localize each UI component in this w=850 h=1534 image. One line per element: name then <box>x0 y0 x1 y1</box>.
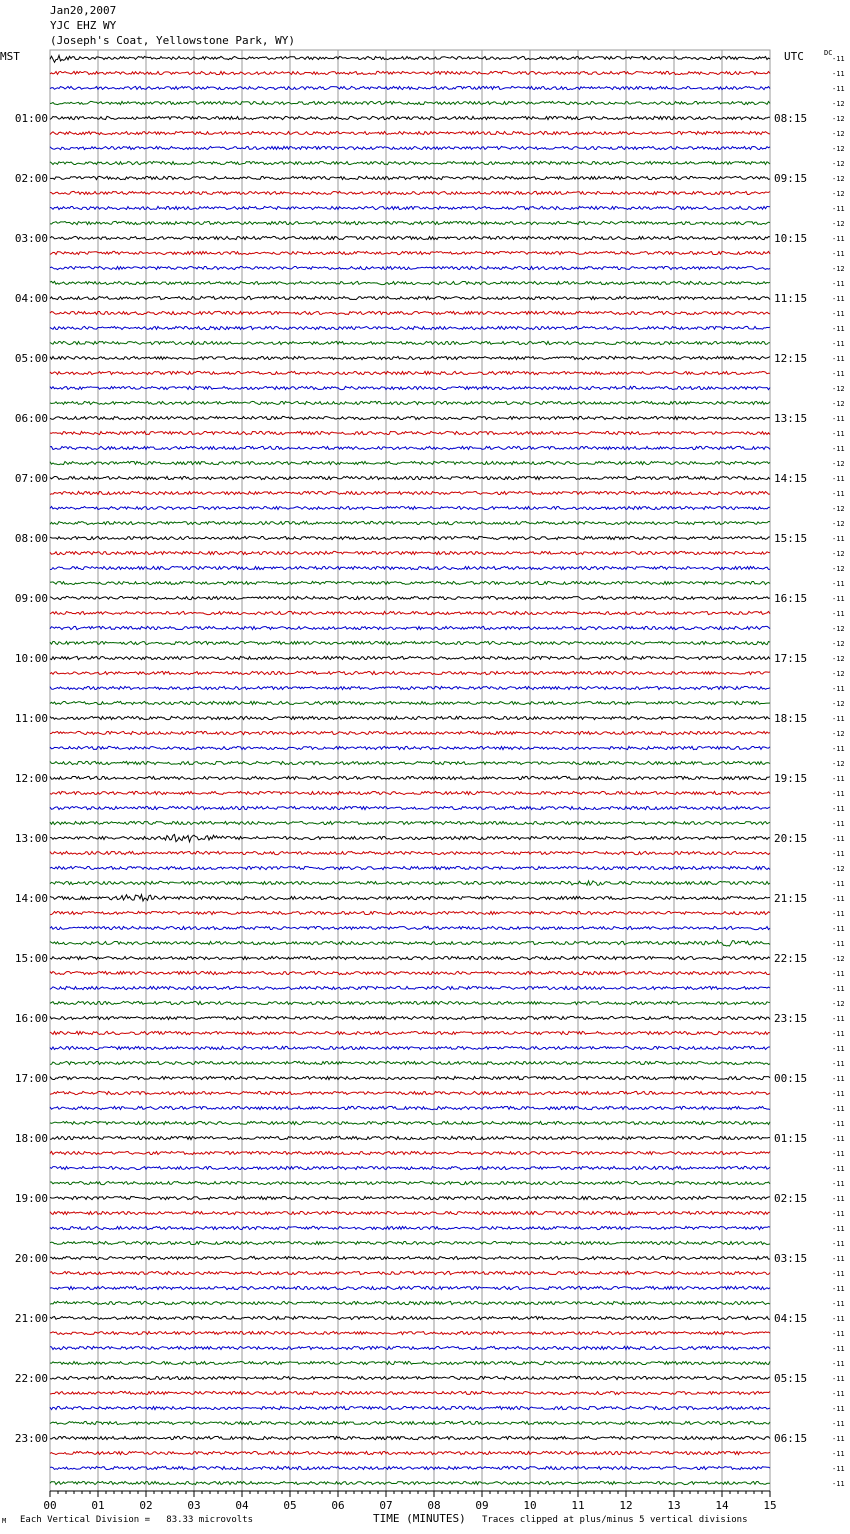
dc-offset-72: -11 <box>832 1135 845 1143</box>
trace-69 <box>50 1091 770 1094</box>
trace-75 <box>50 1181 770 1184</box>
trace-60 <box>50 956 770 959</box>
x-tick-label-05: 05 <box>283 1499 297 1512</box>
dc-offset-52: -11 <box>832 835 845 843</box>
dc-offset-19: -11 <box>832 340 845 348</box>
trace-56 <box>50 895 770 901</box>
mst-label-4: 04:00 <box>14 292 48 305</box>
trace-39 <box>50 641 770 644</box>
mst-label-20: 20:00 <box>14 1252 48 1265</box>
trace-25 <box>50 431 770 434</box>
trace-9 <box>50 191 770 194</box>
dc-offset-63: -12 <box>832 1000 845 1008</box>
trace-50 <box>50 806 770 809</box>
dc-offset-77: -11 <box>832 1210 845 1218</box>
footer-mark: M <box>2 1517 7 1525</box>
trace-81 <box>50 1271 770 1274</box>
dc-offset-29: -11 <box>832 490 845 498</box>
dc-offset-71: -11 <box>832 1120 845 1128</box>
x-tick-label-11: 11 <box>571 1499 585 1512</box>
trace-32 <box>50 536 770 539</box>
trace-77 <box>50 1211 770 1214</box>
chart-station: YJC EHZ WY <box>50 19 117 32</box>
mst-label-19: 19:00 <box>14 1192 48 1205</box>
trace-21 <box>50 371 770 374</box>
dc-offset-23: -12 <box>832 400 845 408</box>
trace-17 <box>50 311 770 314</box>
dc-offset-68: -11 <box>832 1075 845 1083</box>
dc-offset-65: -11 <box>832 1030 845 1038</box>
dc-offset-44: -11 <box>832 715 845 723</box>
utc-label-13: 20:15 <box>774 832 808 845</box>
x-tick-label-15: 15 <box>763 1499 777 1512</box>
trace-62 <box>50 986 770 989</box>
dc-offset-13: -11 <box>832 250 845 258</box>
dc-offset-86: -11 <box>832 1345 845 1353</box>
dc-offset-20: -11 <box>832 355 845 363</box>
dc-offset-10: -11 <box>832 205 845 213</box>
trace-29 <box>50 491 770 494</box>
dc-header: DC <box>824 49 833 57</box>
utc-label-20: 03:15 <box>774 1252 808 1265</box>
mst-label-18: 18:00 <box>14 1132 48 1145</box>
trace-43 <box>50 701 770 704</box>
dc-offset-94: -11 <box>832 1465 845 1473</box>
dc-offset-76: -11 <box>832 1195 845 1203</box>
dc-offset-61: -11 <box>832 970 845 978</box>
trace-90 <box>50 1406 770 1409</box>
dc-offset-81: -11 <box>832 1270 845 1278</box>
trace-41 <box>50 671 770 674</box>
utc-label-21: 04:15 <box>774 1312 808 1325</box>
dc-offset-7: -12 <box>832 160 845 168</box>
trace-79 <box>50 1241 770 1244</box>
trace-84 <box>50 1316 770 1319</box>
mst-label-21: 21:00 <box>14 1312 48 1325</box>
trace-86 <box>50 1346 770 1349</box>
trace-10 <box>50 206 770 209</box>
dc-offset-56: -11 <box>832 895 845 903</box>
trace-20 <box>50 356 770 359</box>
mst-label-9: 09:00 <box>14 592 48 605</box>
dc-offset-55: -11 <box>832 880 845 888</box>
x-tick-label-13: 13 <box>667 1499 681 1512</box>
trace-48 <box>50 776 770 779</box>
dc-offset-70: -11 <box>832 1105 845 1113</box>
utc-label-12: 19:15 <box>774 772 808 785</box>
dc-offset-46: -11 <box>832 745 845 753</box>
dc-offset-21: -11 <box>832 370 845 378</box>
dc-offset-11: -12 <box>832 220 845 228</box>
dc-offset-80: -11 <box>832 1255 845 1263</box>
x-tick-label-02: 02 <box>139 1499 153 1512</box>
trace-16 <box>50 296 770 299</box>
dc-offset-18: -11 <box>832 325 845 333</box>
trace-12 <box>50 236 770 239</box>
mst-label-11: 11:00 <box>14 712 48 725</box>
trace-2 <box>50 86 770 89</box>
dc-offset-74: -11 <box>832 1165 845 1173</box>
mst-label-7: 07:00 <box>14 472 48 485</box>
dc-offset-67: -11 <box>832 1060 845 1068</box>
dc-offset-79: -11 <box>832 1240 845 1248</box>
trace-55 <box>50 881 770 885</box>
dc-offset-42: -11 <box>832 685 845 693</box>
trace-45 <box>50 731 770 734</box>
mst-label-17: 17:00 <box>14 1072 48 1085</box>
dc-offset-35: -11 <box>832 580 845 588</box>
trace-93 <box>50 1451 770 1454</box>
trace-58 <box>50 926 770 929</box>
trace-24 <box>50 416 770 419</box>
dc-offset-87: -11 <box>832 1360 845 1368</box>
dc-offset-32: -11 <box>832 535 845 543</box>
dc-offset-43: -12 <box>832 700 845 708</box>
trace-68 <box>50 1076 770 1079</box>
trace-36 <box>50 596 770 599</box>
x-tick-label-03: 03 <box>187 1499 201 1512</box>
x-tick-label-10: 10 <box>523 1499 537 1512</box>
x-tick-label-08: 08 <box>427 1499 441 1512</box>
trace-85 <box>50 1331 770 1334</box>
dc-offset-47: -12 <box>832 760 845 768</box>
dc-offset-90: -11 <box>832 1405 845 1413</box>
trace-30 <box>50 506 770 509</box>
utc-label-10: 17:15 <box>774 652 808 665</box>
dc-offset-82: -11 <box>832 1285 845 1293</box>
trace-40 <box>50 656 770 659</box>
dc-offset-62: -11 <box>832 985 845 993</box>
trace-35 <box>50 581 770 584</box>
trace-5 <box>50 131 770 134</box>
trace-88 <box>50 1376 770 1379</box>
chart-location: (Joseph's Coat, Yellowstone Park, WY) <box>50 34 296 47</box>
trace-1 <box>50 71 770 74</box>
dc-offset-59: -11 <box>832 940 845 948</box>
dc-offset-28: -11 <box>832 475 845 483</box>
x-tick-label-09: 09 <box>475 1499 489 1512</box>
footer-clip-note: Traces clipped at plus/minus 5 vertical divisions <box>482 1515 748 1525</box>
trace-63 <box>50 1001 770 1004</box>
utc-label-23: 06:15 <box>774 1432 808 1445</box>
trace-37 <box>50 611 770 614</box>
trace-18 <box>50 326 770 329</box>
trace-64 <box>50 1016 770 1019</box>
dc-offset-4: -12 <box>832 115 845 123</box>
footer-division-note: Each Vertical Division = 83.33 microvolts <box>20 1515 253 1525</box>
trace-23 <box>50 401 770 404</box>
mst-label-6: 06:00 <box>14 412 48 425</box>
utc-label-11: 18:15 <box>774 712 808 725</box>
trace-28 <box>50 476 770 479</box>
trace-46 <box>50 746 770 749</box>
trace-83 <box>50 1301 770 1304</box>
dc-offset-12: -11 <box>832 235 845 243</box>
utc-label-7: 14:15 <box>774 472 808 485</box>
trace-94 <box>50 1466 770 1469</box>
utc-label-16: 23:15 <box>774 1012 808 1025</box>
utc-label-22: 05:15 <box>774 1372 808 1385</box>
trace-65 <box>50 1031 770 1034</box>
mst-label-12: 12:00 <box>14 772 48 785</box>
trace-7 <box>50 161 770 164</box>
dc-offset-16: -11 <box>832 295 845 303</box>
trace-80 <box>50 1256 770 1259</box>
mst-label-14: 14:00 <box>14 892 48 905</box>
dc-offset-53: -11 <box>832 850 845 858</box>
utc-label-6: 13:15 <box>774 412 808 425</box>
dc-offset-5: -12 <box>832 130 845 138</box>
dc-offset-91: -11 <box>832 1420 845 1428</box>
trace-49 <box>50 791 770 794</box>
dc-offset-66: -11 <box>832 1045 845 1053</box>
dc-offset-17: -11 <box>832 310 845 318</box>
trace-76 <box>50 1196 770 1199</box>
dc-offset-50: -11 <box>832 805 845 813</box>
mst-label-2: 02:00 <box>14 172 48 185</box>
dc-offset-41: -12 <box>832 670 845 678</box>
trace-82 <box>50 1286 770 1289</box>
trace-95 <box>50 1481 770 1484</box>
mst-label-8: 08:00 <box>14 532 48 545</box>
trace-34 <box>50 566 770 569</box>
utc-label-19: 02:15 <box>774 1192 808 1205</box>
dc-offset-89: -11 <box>832 1390 845 1398</box>
dc-offset-30: -12 <box>832 505 845 513</box>
x-tick-label-06: 06 <box>331 1499 345 1512</box>
mst-label-10: 10:00 <box>14 652 48 665</box>
dc-offset-93: -11 <box>832 1450 845 1458</box>
trace-74 <box>50 1166 770 1169</box>
dc-offset-8: -12 <box>832 175 845 183</box>
dc-offset-48: -11 <box>832 775 845 783</box>
trace-91 <box>50 1421 770 1424</box>
utc-label-5: 12:15 <box>774 352 808 365</box>
trace-59 <box>50 940 770 946</box>
x-tick-label-04: 04 <box>235 1499 249 1512</box>
trace-61 <box>50 971 770 974</box>
dc-offset-1: -11 <box>832 70 845 78</box>
dc-offset-25: -11 <box>832 430 845 438</box>
dc-offset-6: -12 <box>832 145 845 153</box>
trace-3 <box>50 101 770 104</box>
dc-offset-31: -12 <box>832 520 845 528</box>
trace-54 <box>50 866 770 869</box>
utc-label-8: 15:15 <box>774 532 808 545</box>
utc-label-3: 10:15 <box>774 232 808 245</box>
utc-label-2: 09:15 <box>774 172 808 185</box>
dc-offset-27: -12 <box>832 460 845 468</box>
mst-label-22: 22:00 <box>14 1372 48 1385</box>
trace-11 <box>50 221 770 224</box>
trace-70 <box>50 1106 770 1109</box>
trace-0 <box>50 55 770 62</box>
trace-22 <box>50 386 770 389</box>
dc-offset-45: -12 <box>832 730 845 738</box>
trace-87 <box>50 1361 770 1364</box>
trace-31 <box>50 521 770 524</box>
trace-15 <box>50 281 770 284</box>
trace-38 <box>50 626 770 629</box>
trace-67 <box>50 1061 770 1064</box>
dc-offset-15: -11 <box>832 280 845 288</box>
right-axis-zone: UTC <box>784 50 804 63</box>
dc-offset-39: -12 <box>832 640 845 648</box>
trace-27 <box>50 461 770 464</box>
trace-53 <box>50 851 770 854</box>
utc-label-14: 21:15 <box>774 892 808 905</box>
trace-57 <box>50 911 770 914</box>
dc-offset-14: -12 <box>832 265 845 273</box>
trace-92 <box>50 1436 770 1439</box>
dc-offset-36: -11 <box>832 595 845 603</box>
trace-8 <box>50 176 770 179</box>
dc-offset-40: -12 <box>832 655 845 663</box>
dc-offset-73: -11 <box>832 1150 845 1158</box>
mst-label-23: 23:00 <box>14 1432 48 1445</box>
dc-offset-3: -12 <box>832 100 845 108</box>
trace-4 <box>50 116 770 119</box>
trace-71 <box>50 1121 770 1124</box>
utc-label-17: 00:15 <box>774 1072 808 1085</box>
trace-13 <box>50 251 770 254</box>
x-tick-label-00: 00 <box>43 1499 57 1512</box>
trace-42 <box>50 686 770 689</box>
x-tick-label-01: 01 <box>91 1499 105 1512</box>
dc-offset-9: -12 <box>832 190 845 198</box>
chart-date: Jan20,2007 <box>50 4 117 17</box>
dc-offset-22: -12 <box>832 385 845 393</box>
trace-52 <box>50 835 770 842</box>
mst-label-15: 15:00 <box>14 952 48 965</box>
dc-offset-51: -11 <box>832 820 845 828</box>
dc-offset-33: -12 <box>832 550 845 558</box>
utc-label-1: 08:15 <box>774 112 808 125</box>
mst-label-13: 13:00 <box>14 832 48 845</box>
dc-offset-26: -11 <box>832 445 845 453</box>
left-axis-zone: MST <box>0 50 20 63</box>
dc-offset-2: -11 <box>832 85 845 93</box>
dc-offset-92: -11 <box>832 1435 845 1443</box>
trace-51 <box>50 821 770 824</box>
dc-offset-69: -11 <box>832 1090 845 1098</box>
dc-offset-49: -11 <box>832 790 845 798</box>
utc-label-15: 22:15 <box>774 952 808 965</box>
trace-6 <box>50 146 770 149</box>
x-tick-label-14: 14 <box>715 1499 729 1512</box>
trace-78 <box>50 1226 770 1229</box>
x-axis-title: TIME (MINUTES) <box>373 1512 466 1525</box>
dc-offset-78: -11 <box>832 1225 845 1233</box>
x-tick-label-12: 12 <box>619 1499 633 1512</box>
trace-19 <box>50 341 770 344</box>
dc-offset-85: -11 <box>832 1330 845 1338</box>
dc-offset-0: -11 <box>832 55 845 63</box>
trace-66 <box>50 1046 770 1049</box>
dc-offset-58: -11 <box>832 925 845 933</box>
trace-72 <box>50 1136 770 1139</box>
trace-33 <box>50 551 770 554</box>
utc-label-9: 16:15 <box>774 592 808 605</box>
mst-label-16: 16:00 <box>14 1012 48 1025</box>
dc-offset-75: -11 <box>832 1180 845 1188</box>
dc-offset-60: -12 <box>832 955 845 963</box>
dc-offset-88: -11 <box>832 1375 845 1383</box>
mst-label-1: 01:00 <box>14 112 48 125</box>
dc-offset-34: -12 <box>832 565 845 573</box>
x-tick-label-07: 07 <box>379 1499 393 1512</box>
trace-47 <box>50 761 770 764</box>
dc-offset-54: -12 <box>832 865 845 873</box>
trace-89 <box>50 1391 770 1394</box>
dc-offset-84: -11 <box>832 1315 845 1323</box>
dc-offset-57: -11 <box>832 910 845 918</box>
trace-14 <box>50 266 770 269</box>
dc-offset-64: -11 <box>832 1015 845 1023</box>
mst-label-5: 05:00 <box>14 352 48 365</box>
dc-offset-38: -12 <box>832 625 845 633</box>
dc-offset-37: -11 <box>832 610 845 618</box>
trace-44 <box>50 716 770 719</box>
dc-offset-83: -11 <box>832 1300 845 1308</box>
trace-73 <box>50 1151 770 1154</box>
dc-offset-24: -11 <box>832 415 845 423</box>
mst-label-3: 03:00 <box>14 232 48 245</box>
utc-label-4: 11:15 <box>774 292 808 305</box>
dc-offset-95: -11 <box>832 1480 845 1488</box>
trace-26 <box>50 446 770 449</box>
utc-label-18: 01:15 <box>774 1132 808 1145</box>
